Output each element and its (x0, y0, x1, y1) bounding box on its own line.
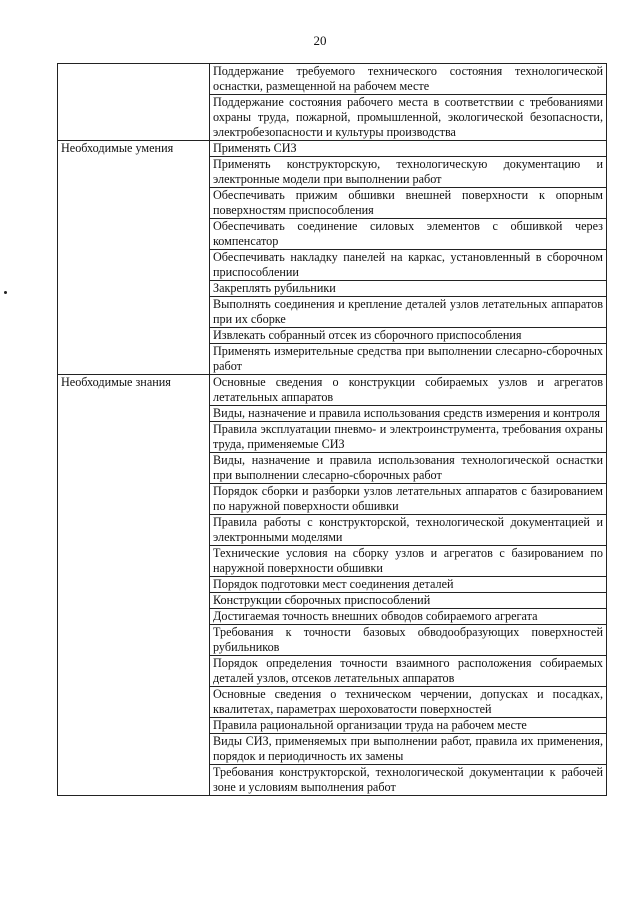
requirement-cell: Обеспечивать прижим обшивки внешней поверхности к опорным поверхностям приспособления (210, 188, 607, 219)
section-label: Необходимые знания (58, 375, 210, 796)
table-body (58, 64, 607, 796)
requirement-cell: Поддержание состояния рабочего места в соответствии с требованиями охраны труда, пожарной, промышленной, экологической безопасности, электробезопасности и культуры производства (210, 95, 607, 141)
requirement-cell: Требования к точности базовых обводообразующих поверхностей рубильников (210, 625, 607, 656)
requirement-cell: Обеспечивать соединение силовых элементов с обшивкой через компенсатор (210, 219, 607, 250)
requirement-cell: Основные сведения о конструкции собираемых узлов и агрегатов летательных аппаратов (210, 375, 607, 406)
requirement-cell: Обеспечивать накладку панелей на каркас, установленный в сборочном приспособлении (210, 250, 607, 281)
requirement-cell: Порядок определения точности взаимного расположения собираемых деталей узлов, отсеков летательных аппаратов (210, 656, 607, 687)
table-row (58, 64, 607, 95)
requirement-cell: Выполнять соединения и крепление деталей узлов летательных аппаратов при их сборке (210, 297, 607, 328)
requirement-cell: Поддержание требуемого технического состояния технологической оснастки, размещенной на рабочем месте (210, 64, 607, 95)
requirement-cell: Конструкции сборочных приспособлений (210, 593, 607, 609)
requirement-cell: Правила рациональной организации труда на рабочем месте (210, 718, 607, 734)
requirement-cell: Извлекать собранный отсек из сборочного приспособления (210, 328, 607, 344)
table-row (58, 141, 607, 157)
requirement-cell: Правила эксплуатации пневмо- и электроинструмента, требования охраны труда, применяемые СИЗ (210, 422, 607, 453)
requirement-cell: Требования конструкторской, технологической документации к рабочей зоне и условиям выполнения работ (210, 765, 607, 796)
requirement-cell: Закреплять рубильники (210, 281, 607, 297)
section-label (58, 64, 210, 141)
requirement-cell: Виды, назначение и правила использования средств измерения и контроля (210, 406, 607, 422)
section-label: Необходимые умения (58, 141, 210, 375)
requirement-cell: Порядок подготовки мест соединения деталей (210, 577, 607, 593)
competency-table (57, 63, 607, 796)
requirement-cell: Достигаемая точность внешних обводов собираемого агрегата (210, 609, 607, 625)
requirement-cell: Технические условия на сборку узлов и агрегатов с базированием по наружной поверхности обшивки (210, 546, 607, 577)
requirement-cell: Правила работы с конструкторской, технологической документацией и электронными моделями (210, 515, 607, 546)
requirement-cell: Виды СИЗ, применяемых при выполнении работ, правила их применения, порядок и периодичность их замены (210, 734, 607, 765)
page-number: 20 (313, 33, 327, 48)
requirement-cell: Применять конструкторскую, технологическую документацию и электронные модели при выполнении работ (210, 157, 607, 188)
requirement-cell: Применять СИЗ (210, 141, 607, 157)
requirement-cell: Виды, назначение и правила использования технологической оснастки при выполнении слесарно-сборочных работ (210, 453, 607, 484)
requirement-cell: Порядок сборки и разборки узлов летательных аппаратов с базированием по наружной поверхности обшивки (210, 484, 607, 515)
scan-speck (4, 291, 7, 294)
requirement-cell: Применять измерительные средства при выполнении слесарно-сборочных работ (210, 344, 607, 375)
requirement-cell: Основные сведения о техническом черчении, допусках и посадках, квалитетах, параметрах шероховатости поверхностей (210, 687, 607, 718)
table-row (58, 375, 607, 406)
